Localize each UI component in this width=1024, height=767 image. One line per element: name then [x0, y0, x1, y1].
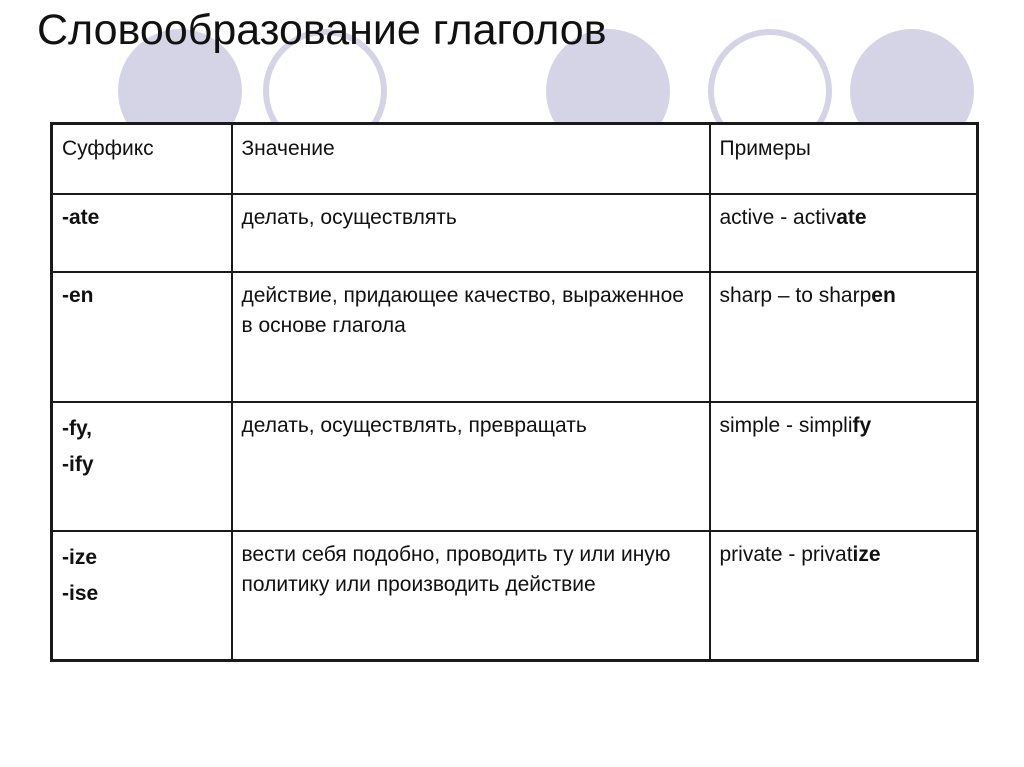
example-cell — [710, 194, 978, 272]
meaning-cell: вести себя подобно, проводить ту или иную политику или производить действие — [232, 531, 710, 661]
header-suffix: Суффикс — [52, 124, 232, 194]
suffix-cell — [52, 402, 232, 531]
example-base: private - privat — [719, 542, 853, 566]
page-title: Словообразование глаголов — [37, 6, 607, 54]
example-suffix: en — [871, 283, 896, 307]
suffix-text: -ate — [62, 205, 100, 229]
table-row — [52, 194, 978, 272]
suffix-text: -ify — [62, 452, 94, 476]
suffix-text: -ise — [62, 581, 99, 605]
table-row — [52, 272, 978, 402]
header-meaning: Значение — [232, 124, 710, 194]
example-base: simple - simpli — [719, 413, 853, 437]
example-suffix: ize — [852, 542, 881, 566]
suffix-cell — [52, 194, 232, 272]
suffix-text: -fy, — [62, 416, 92, 440]
header-examples: Примеры — [710, 124, 978, 194]
example-base: sharp – to sharp — [719, 283, 872, 307]
meaning-cell: делать, осуществлять, превращать — [232, 402, 710, 531]
example-base: active - activ — [719, 205, 837, 229]
meaning-cell: делать, осуществлять — [232, 194, 710, 272]
example-cell — [710, 402, 978, 531]
example-suffix: ate — [836, 205, 867, 229]
suffix-text: -ize — [62, 545, 98, 569]
table-header-row — [52, 124, 978, 194]
suffix-cell — [52, 272, 232, 402]
suffix-text: -en — [62, 283, 94, 307]
table-row — [52, 531, 978, 661]
example-cell — [710, 531, 978, 661]
suffix-cell — [52, 531, 232, 661]
table-row — [52, 402, 978, 531]
example-suffix: fy — [852, 413, 872, 437]
meaning-cell: действие, придающее качество, выраженное в основе глагола — [232, 272, 710, 402]
suffix-table — [50, 122, 979, 662]
example-cell — [710, 272, 978, 402]
